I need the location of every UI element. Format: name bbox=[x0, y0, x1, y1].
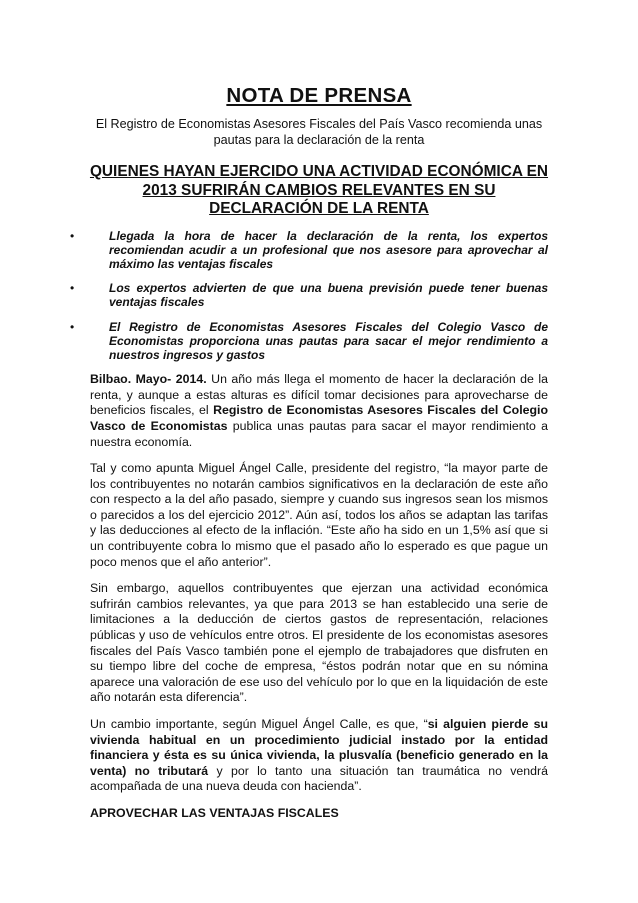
document-subtitle: El Registro de Economistas Asesores Fiscales del País Vasco recomienda unas pautas para la declaración de la renta bbox=[95, 117, 543, 147]
key-point-text: El Registro de Economistas Asesores Fiscales del Colegio Vasco de Economistas proporciona unas pautas para sacar el mejor rendimiento a nuestros ingresos y gastos bbox=[109, 319, 548, 362]
paragraph-text: y por lo tanto una situación tan traumática no vendrá acompañada de una nueva deuda con hacienda”. bbox=[90, 763, 548, 794]
key-points-list bbox=[70, 228, 548, 363]
paragraph-text: Un cambio importante, según Miguel Ángel Calle, es que, “ bbox=[90, 717, 428, 731]
key-point-text: Llegada la hora de hacer la declaración de la renta, los expertos recomiendan acudir a un profesional que nos asesore para aprovechar al máximo las ventajas fiscales bbox=[109, 228, 548, 271]
bullet-icon: • bbox=[70, 228, 75, 243]
organization-name: Registro de Economistas Asesores Fiscales del Colegio Vasco de Economistas bbox=[90, 403, 548, 433]
key-point bbox=[70, 228, 548, 272]
paragraph-text: Un año más llega el momento de hacer la declaración de la renta, y aunque a estas alturas es difícil tomar decisiones para aprovecharse de beneficios fiscales, el bbox=[90, 372, 548, 418]
bullet-icon: • bbox=[70, 319, 75, 334]
dateline: Bilbao. Mayo- 2014. bbox=[90, 372, 207, 387]
headline: QUIENES HAYAN EJERCIDO UNA ACTIVIDAD ECONÓMICA EN 2013 SUFRIRÁN CAMBIOS RELEVANTES EN SU DECLARACIÓN DE LA RENTA bbox=[89, 163, 549, 217]
press-release-page bbox=[70, 0, 549, 822]
bullet-icon: • bbox=[70, 281, 75, 296]
key-point bbox=[70, 281, 548, 310]
paragraph-quote: Tal y como apunta Miguel Ángel Calle, presidente del registro, “la mayor parte de los contribuyentes no notarán cambios significativos en la declaración de este año con respecto a la del año pasado, siempre y cuando sus ingresos sean los mismos o parecidos a los del ejercicio 2012”. Aún así, todos los años se adaptan las tarifas y las deducciones al efecto de la inflación. “Este año ha sido en un 1,5% así que si un contribuyente cobra lo mismo que el pasado año lo esperado es que pague un poco menos que el año anterior”. bbox=[90, 461, 548, 569]
highlighted-quote: si alguien pierde su vivienda habitual en un procedimiento judicial instado por la entidad financiera y ésta es su única vivienda, la plusvalía (beneficio generado en la venta) no tributará bbox=[90, 717, 548, 778]
paragraph-activity: Sin embargo, aquellos contribuyentes que ejerzan una actividad económica sufrirán cambios relevantes, ya que para 2013 se han establecido una serie de limitaciones a la deducción de ciertos gastos de representación, relaciones públicas y uso de vehículos entre otros. El presidente de los economistas asesores fiscales del País Vasco también pone el ejemplo de trabajadores que disfruten en su tiempo libre del coche de empresa, “éstos podrán notar que en su nómina aparece una valoración de ese uso del vehículo por lo que en la liquidación de este año notarán esta diferencia”. bbox=[90, 581, 548, 705]
document-title: NOTA DE PRENSA bbox=[226, 84, 412, 107]
section-heading: APROVECHAR LAS VENTAJAS FISCALES bbox=[90, 805, 339, 820]
key-point bbox=[70, 319, 548, 363]
paragraph-housing bbox=[90, 717, 548, 795]
key-point-text: Los expertos advierten de que una buena previsión puede tener buenas ventajas fiscales bbox=[109, 281, 548, 310]
paragraph-text: publica unas pautas para sacar el mayor rendimiento a nuestra economía. bbox=[90, 418, 549, 449]
paragraph-intro bbox=[90, 372, 548, 450]
